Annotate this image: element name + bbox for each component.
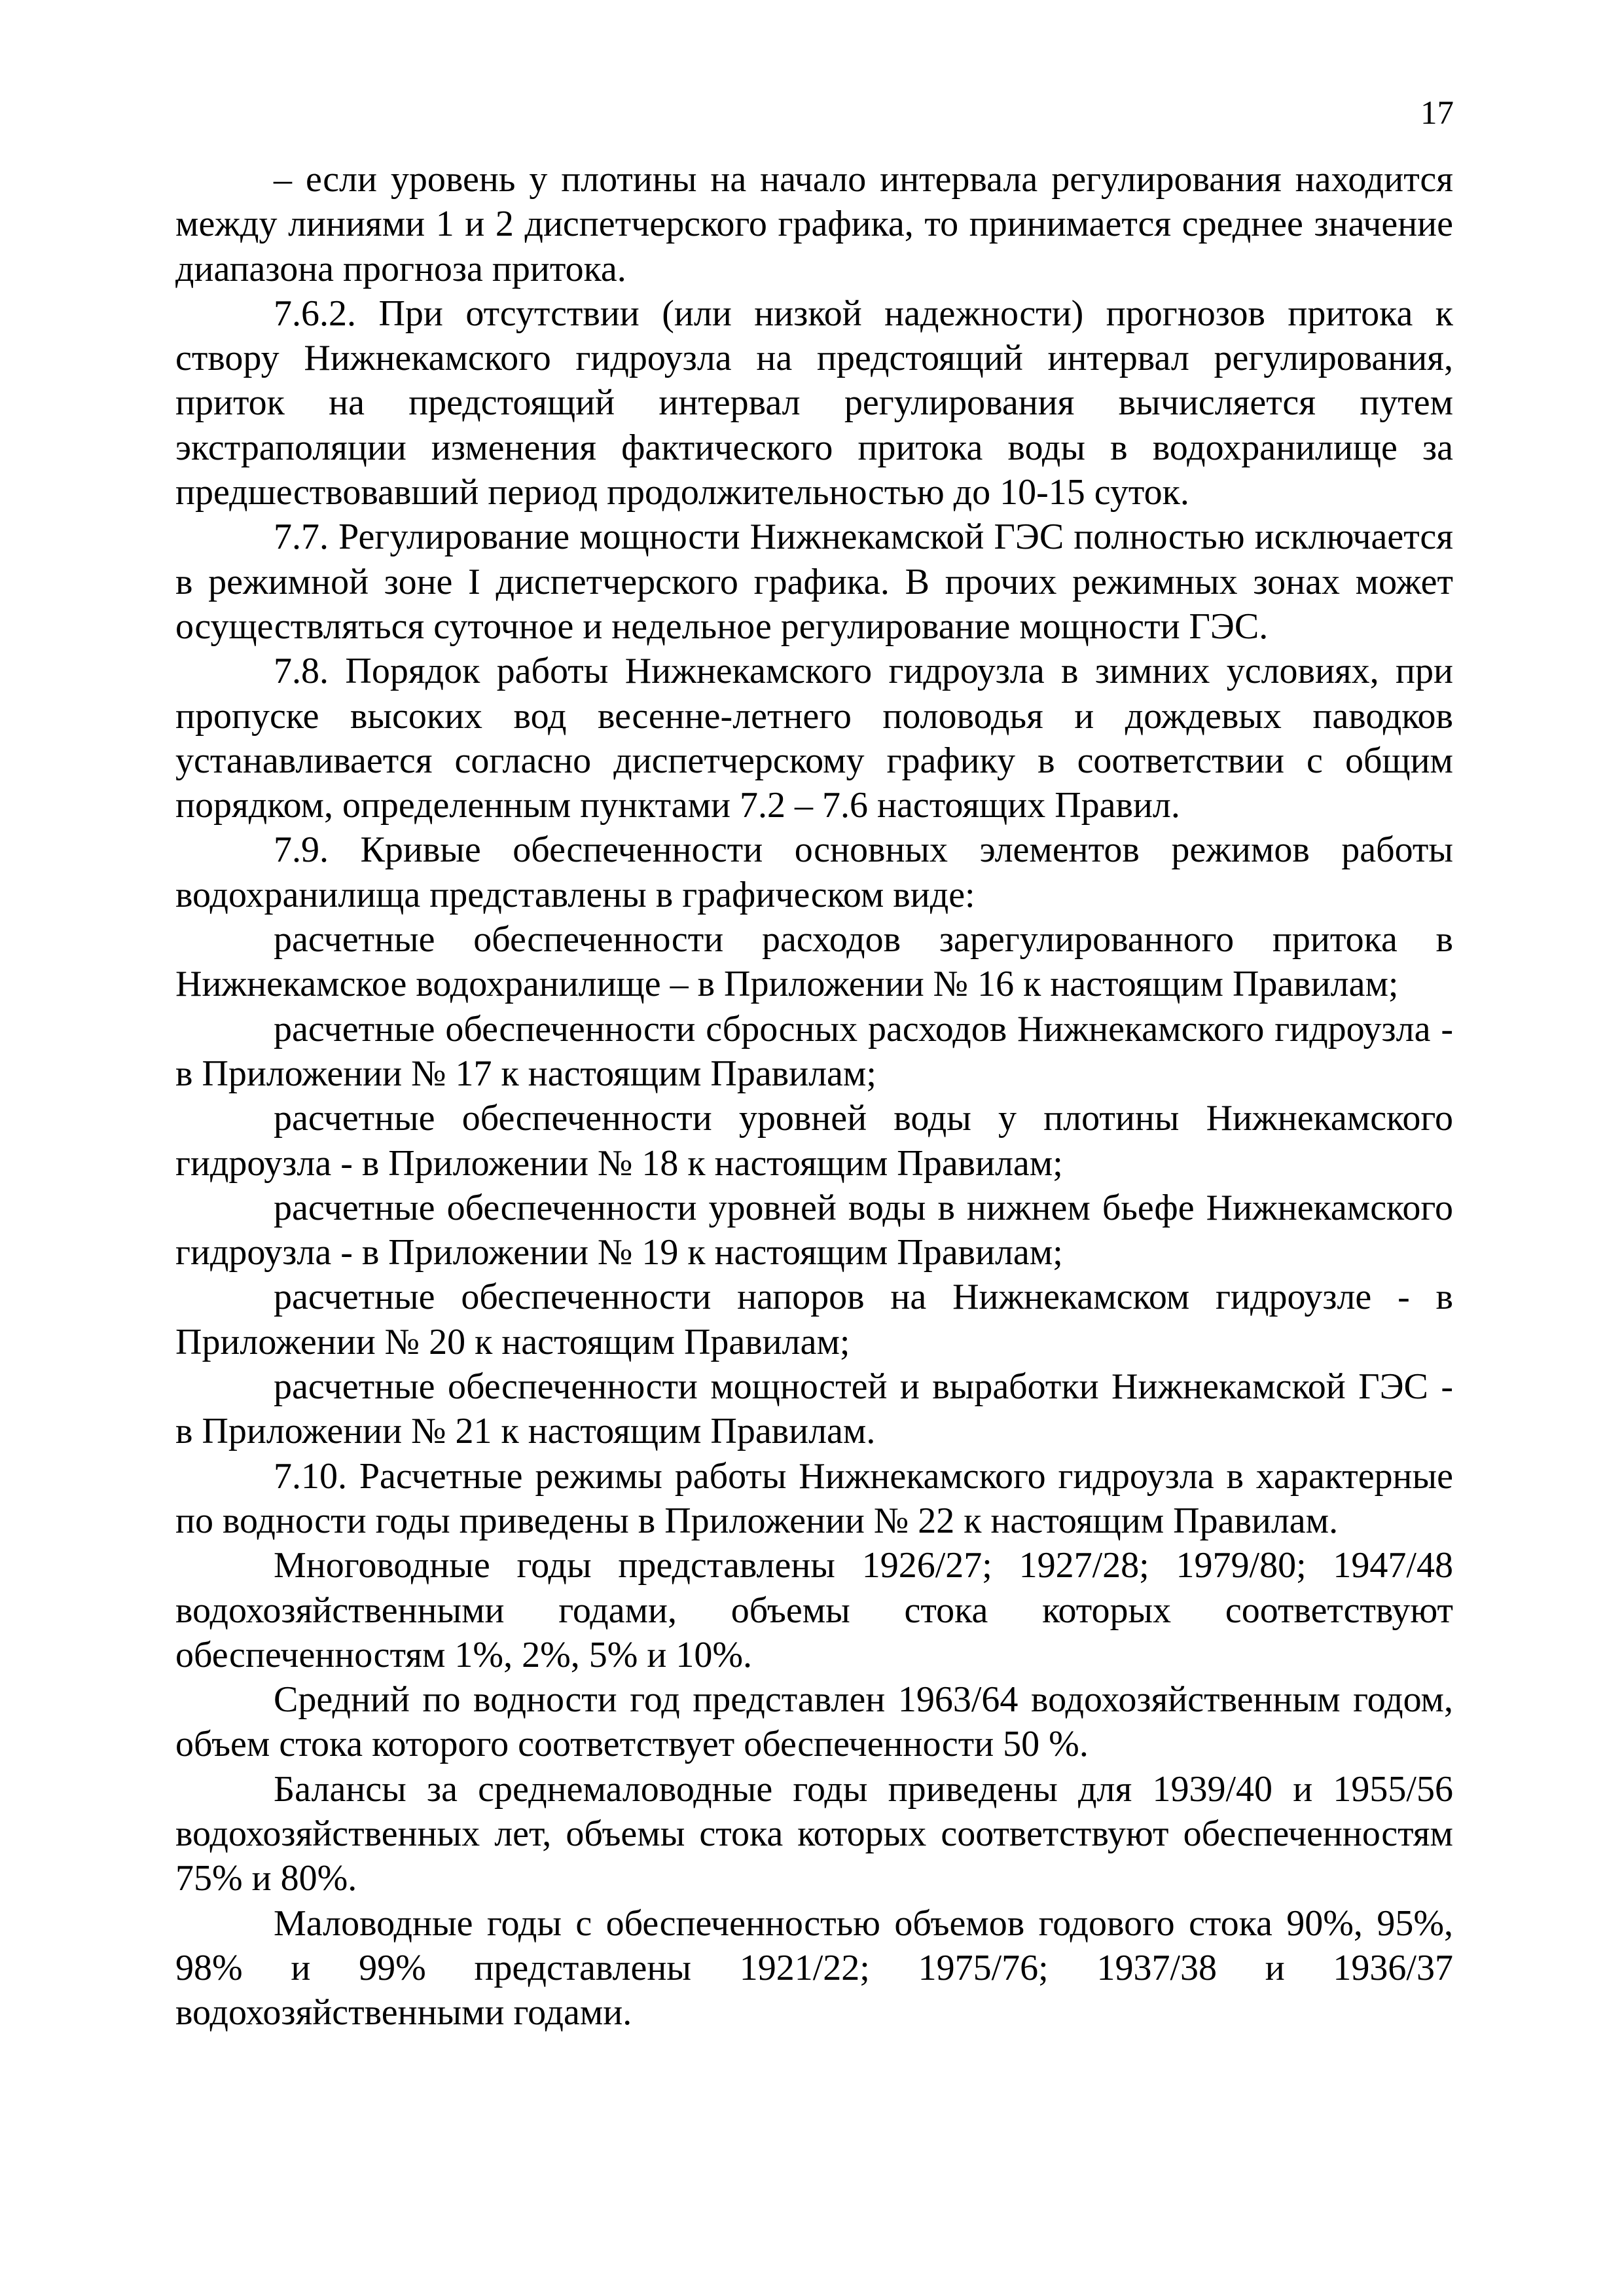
paragraph-dash-clause: – если уровень у плотины на начало интервала регулирования находится между линиями 1 и 2 диспетчерского графика, то принимается среднее значение диапазона прогноза притока. — [175, 159, 1453, 289]
paragraph-mid-low-water-years: Балансы за среднемаловодные годы приведены для 1939/40 и 1955/56 водохозяйственных лет, объемы стока которых соответствуют обеспеченностям 75% и 80%. — [175, 1768, 1453, 1899]
paragraph-low-water-years: Маловодные годы с обеспеченностью объемов годового стока 90%, 95%, 98% и 99% представлены 1921/22; 1975/76; 1937/38 и 1936/37 водохозяйственными годами. — [175, 1903, 1453, 2033]
list-item-appendix-16: расчетные обеспеченности расходов зарегулированного притока в Нижнекамское водохранилище – в Приложении № 16 к настоящим Правилам; — [175, 919, 1453, 1005]
paragraph-7-10: 7.10. Расчетные режимы работы Нижнекамского гидроузла в характерные по водности годы приведены в Приложении № 22 к настоящим Правилам. — [175, 1455, 1453, 1541]
list-item-appendix-20: расчетные обеспеченности напоров на Нижнекамском гидроузле - в Приложении № 20 к настоящим Правилам; — [175, 1277, 1453, 1362]
list-item-appendix-19: расчетные обеспеченности уровней воды в нижнем бьефе Нижнекамского гидроузла - в Приложении № 19 к настоящим Правилам; — [175, 1187, 1453, 1273]
paragraph-7-8: 7.8. Порядок работы Нижнекамского гидроузла в зимних условиях, при пропуске высоких вод весенне-летнего половодья и дождевых паводков устанавливается согласно диспетчерскому графику в соответствии с общим порядком, определенным пунктами 7.2 – 7.6 настоящих Правил. — [175, 651, 1453, 826]
paragraph-7-9: 7.9. Кривые обеспеченности основных элементов режимов работы водохранилища представлены в графическом виде: — [175, 829, 1453, 915]
paragraph-7-7: 7.7. Регулирование мощности Нижнекамской ГЭС полностью исключается в режимной зоне I диспетчерского графика. В прочих режимных зонах может осуществляться суточное и недельное регулирование мощности ГЭС. — [175, 517, 1453, 647]
paragraph-average-year: Средний по водности год представлен 1963/64 водохозяйственным годом, объем стока которого соответствует обеспеченности 50 %. — [175, 1679, 1453, 1765]
page-number: 17 — [1420, 95, 1454, 132]
paragraph-high-water-years: Многоводные годы представлены 1926/27; 1927/28; 1979/80; 1947/48 водохозяйственными годами, объемы стока которых соответствуют обеспеченностям 1%, 2%, 5% и 10%. — [175, 1545, 1453, 1675]
document-body — [175, 157, 1453, 2035]
list-item-appendix-21: расчетные обеспеченности мощностей и выработки Нижнекамской ГЭС - в Приложении № 21 к настоящим Правилам. — [175, 1366, 1453, 1452]
list-item-appendix-17: расчетные обеспеченности сбросных расходов Нижнекамского гидроузла - в Приложении № 17 к настоящим Правилам; — [175, 1008, 1453, 1094]
list-item-appendix-18: расчетные обеспеченности уровней воды у плотины Нижнекамского гидроузла - в Приложении № 18 к настоящим Правилам; — [175, 1098, 1453, 1184]
paragraph-7-6-2: 7.6.2. При отсутствии (или низкой надежности) прогнозов притока к створу Нижнекамского гидроузла на предстоящий интервал регулирования, приток на предстоящий интервал регулирования вычисляется путем экстраполяции изменения фактического притока воды в водохранилище за предшествовавший период продолжительностью до 10-15 суток. — [175, 293, 1453, 513]
